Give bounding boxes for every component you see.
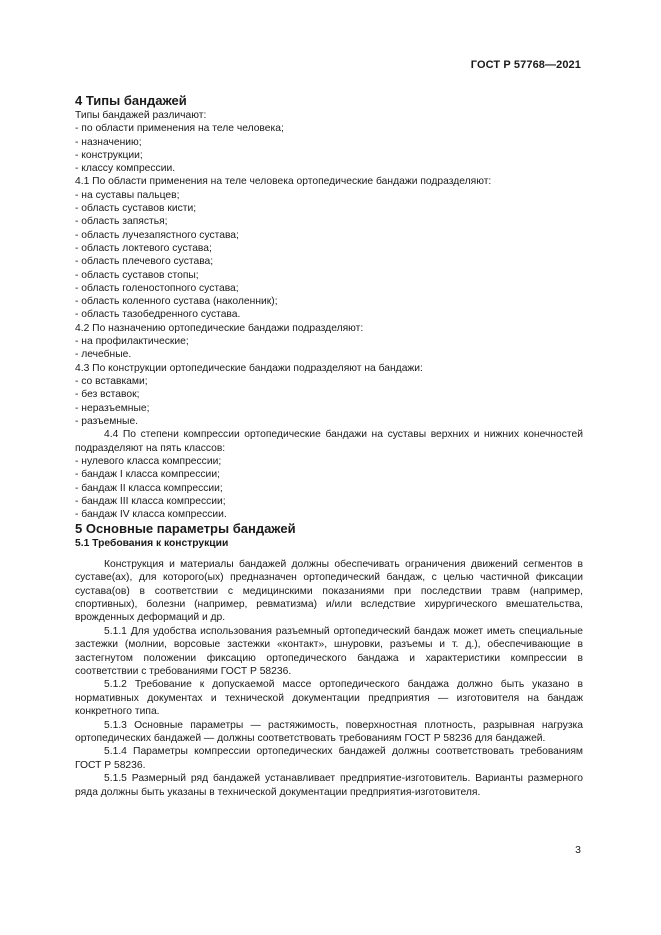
list-item: - бандаж II класса компрессии; bbox=[75, 482, 223, 494]
list-item: - область плечевого сустава; bbox=[75, 256, 214, 268]
standard-header: ГОСТ Р 57768—2021 bbox=[470, 59, 581, 71]
list-item: - неразъемные; bbox=[75, 402, 150, 414]
list-item: - конструкции; bbox=[75, 149, 143, 161]
list-item: - бандаж I класса компрессии; bbox=[75, 469, 220, 481]
section-4-title: 4 Типы бандажей bbox=[75, 93, 187, 108]
clause-5-1-2: 5.1.2 Требование к допускаемой массе ортопедического бандажа должно быть указано в нормативных документах и технической документации предприятия — изготовителя на бандаж конкретного типа. bbox=[75, 679, 583, 718]
list-item: - на профилактические; bbox=[75, 336, 189, 348]
list-item: - область тазобедренного сустава. bbox=[75, 309, 241, 321]
clause-5-1-1: 5.1.1 Для удобства использования разъемный ортопедический бандаж может иметь специальные застежки (молнии, ворсовые застежки «контакт», шнуровки, разъемы и т. д.), обеспечивающие в застегнутом положении фиксацию ортопедического бандажа и характеристики компрессии в соответствии с требованиями ГОСТ Р 58236. bbox=[75, 625, 583, 677]
section-5-title: 5 Основные параметры бандажей bbox=[75, 521, 296, 537]
list-item: - нулевого класса компрессии; bbox=[75, 455, 222, 467]
section-5-paragraphs bbox=[75, 558, 583, 799]
list-item: - по области применения на теле человека; bbox=[75, 123, 284, 135]
section-4-lines bbox=[75, 109, 583, 428]
subsection-5-1-title: 5.1 Требования к конструкции bbox=[75, 538, 229, 550]
paragraph: Конструкция и материалы бандажей должны обеспечивать ограничения движений сегментов в суставе(ах), для которого(ых) предназначен ортопедический бандаж, с целью частичной фиксации сустава(ов) в соответствии с медицинскими показаниями при последствии травм (например, спортивных), болезни (например, ревматизма) и/или вследствие хирургического вмешательства, врожденных деформаций и др. bbox=[75, 558, 583, 624]
text-line: Типы бандажей различают: bbox=[75, 110, 207, 121]
list-item: - область голеностопного сустава; bbox=[75, 282, 239, 294]
list-item: - назначению; bbox=[75, 136, 142, 148]
list-item: - классу компрессии. bbox=[75, 163, 176, 175]
list-item: - область лучезапястного сустава; bbox=[75, 229, 239, 241]
list-item: - область суставов стопы; bbox=[75, 269, 199, 281]
list-item: - область запястья; bbox=[75, 216, 168, 228]
clause-5-1-3: 5.1.3 Основные параметры — растяжимость, поверхностная плотность, разрывная нагрузка ортопедических бандажей — должны соответствовать требованиям ГОСТ Р 58236 для бандажей. bbox=[75, 719, 583, 744]
list-item: - бандаж IV класса компрессии. bbox=[75, 509, 227, 521]
list-item: - на суставы пальцев; bbox=[75, 189, 180, 201]
clause-4-3: 4.3 По конструкции ортопедические бандажи подразделяют на бандажи: bbox=[75, 362, 423, 374]
clause-4-2: 4.2 По назначению ортопедические бандажи подразделяют: bbox=[75, 322, 364, 334]
clause-4-4: 4.4 По степени компрессии ортопедические бандажи на суставы верхних и нижних конечностей подразделяют на пять классов: bbox=[75, 429, 583, 454]
list-item: - область локтевого сустава; bbox=[75, 242, 212, 254]
compression-class-list bbox=[75, 455, 583, 521]
list-item: - со вставками; bbox=[75, 375, 148, 387]
list-item: - область коленного сустава (наколенник); bbox=[75, 296, 278, 308]
list-item: - область суставов кисти; bbox=[75, 203, 197, 215]
list-item: - лечебные. bbox=[75, 349, 132, 361]
list-item: - разъемные. bbox=[75, 415, 139, 427]
page-number: 3 bbox=[575, 844, 581, 856]
clause-4-1: 4.1 По области применения на теле человека ортопедические бандажи подразделяют: bbox=[75, 176, 492, 188]
clause-5-1-4: 5.1.4 Параметры компрессии ортопедических бандажей должны соответствовать требованиям ГОСТ Р 58236. bbox=[75, 746, 583, 771]
list-item: - бандаж III класса компрессии; bbox=[75, 495, 226, 507]
list-item: - без вставок; bbox=[75, 389, 140, 401]
page-content bbox=[75, 93, 583, 799]
clause-5-1-5: 5.1.5 Размерный ряд бандажей устанавливает предприятие-изготовитель. Варианты размерного ряда должны быть указаны в технической документации предприятия-изготовителя. bbox=[75, 773, 583, 798]
